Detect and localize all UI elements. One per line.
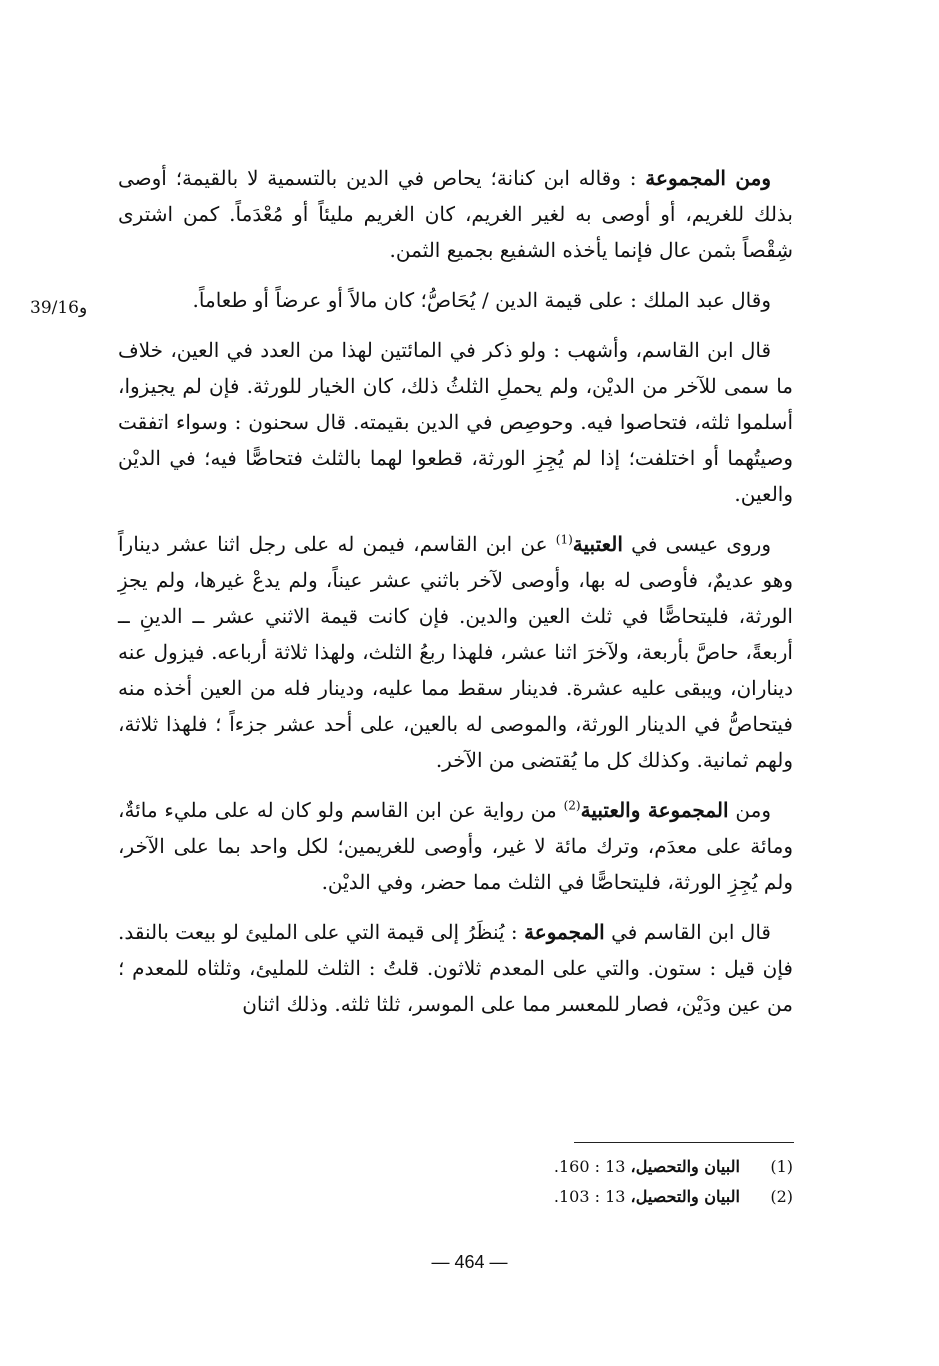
- paragraph-3: [118, 332, 793, 512]
- paragraph-text: : يُنظَرُ إلى قيمة التي على المليئ لو بيعت بالنقد. فإن قيل : ستون. والتي على المعدم ثلاثون. قلتُ : الثلث للمليئ، وثلثاه للمعدم ؛ من عين ودَيْن، فصار للمعسر مما على الموسر، ثلثا ثلثه. وذلك اثنان: [118, 920, 793, 1016]
- paragraph-2: [118, 282, 793, 318]
- paragraph-5: [118, 792, 793, 900]
- paragraph-4: [118, 526, 793, 778]
- footnote-number: (2): [770, 1187, 793, 1206]
- source-title: المجموعة والعتبية: [580, 798, 729, 822]
- paragraph-6: [118, 914, 793, 1022]
- page-number: — 464 —: [431, 1252, 508, 1272]
- source-title: العتبية: [572, 532, 623, 556]
- footnote-reference[interactable]: (1): [555, 532, 573, 547]
- paragraph-prefix: ومن: [728, 798, 772, 822]
- source-title: المجموعة: [524, 920, 605, 944]
- paragraph-1: [118, 160, 793, 268]
- footnote-ref: 13 : 103.: [553, 1187, 631, 1206]
- footnote-reference[interactable]: (2): [563, 798, 581, 813]
- source-title: ومن المجموعة: [645, 166, 771, 190]
- footnotes: [118, 1152, 793, 1212]
- footnote-number: (1): [770, 1157, 793, 1176]
- footnote-divider: [574, 1142, 794, 1143]
- main-text: [118, 160, 793, 1022]
- paragraph-text: من رواية عن ابن القاسم ولو كان له على مليء مائةٌ، ومائة على معدَم، وترك مائة لا غير، وأوصى للغريمين؛ لكل واحد بما على الآخر، ولم يُجِزِ الورثة، فليتحاصًّا في الثلث مما حضر، وفي الديْن.: [118, 798, 793, 894]
- footnote-source: البيان والتحصيل،: [630, 1187, 740, 1206]
- footnote-ref: 13 : 160.: [553, 1157, 631, 1176]
- paragraph-text: وقال عبد الملك : على قيمة الدين / يُحَاصُّ؛ كان مالاً أو عرضاً أو طعاماً.: [192, 288, 771, 312]
- paragraph-prefix: قال ابن القاسم في: [604, 920, 771, 944]
- paragraph-text: قال ابن القاسم، وأشهب : ولو ذكر في المائتين لهذا من العدد في العين، خلاف ما سمى للآخر من الديْن، ولم يحملِ الثلثُ ذلك، كان الخيار للورثة. فإن لم يجيزوا، أسلموا ثلثه، فتحاصوا فيه. وحوصِص في الدين بقيمته. قال سحنون : وسواء اتفقت وصيتُهما أو اختلفت؛ إذا لم يُجِزِ الورثة، قطعوا لهما بالثلث فتحاصًّا فيه؛ في الديْن والعين.: [118, 338, 793, 506]
- paragraph-prefix: وروى عيسى في: [622, 532, 771, 556]
- paragraph-text: عن ابن القاسم، فيمن له على رجل اثنا عشر ديناراً وهو عديمٌ، فأوصى له بها، وأوصى لآخر باثني عشر عيناً، ولم يدعْ غيرها، ولم يجزِ الورثة، فليتحاصًّا في ثلث العين والدين. فإن كانت قيمة الاثني عشر ــ الدينِ ــ أربعةً، حاصَّ بأربعة، ولآخرَ اثنا عشر، فلهذا ربعُ الثلث، ولهذا ثلاثة أرباعه. فيزول عنه ديناران، ويبقى عليه عشرة. فدينار سقط مما عليه، ودينار فله من العين أخذه منه فيتحاصُّ في الدينار الورثة، والموصى له بالعين، على أحد عشر جزءاً ؛ فلهذا ثلاثة، ولهم ثمانية. وكذلك كل ما يُقتضى من الآخر.: [118, 532, 793, 772]
- footnote-source: البيان والتحصيل،: [630, 1157, 740, 1176]
- margin-folio-note: 39/16و: [30, 298, 88, 318]
- footnote-1: [118, 1152, 793, 1182]
- footnote-2: [118, 1182, 793, 1212]
- paragraph-text: : وقاله ابن كنانة؛ يحاص في الدين بالتسمية لا بالقيمة؛ أوصى بذلك للغريم، أو أوصى به لغير الغريم، كان الغريم مليئاً أو مُعْدَماً. كمن اشترى شِقْصاً بثمن عال فإنما يأخذه الشفيع بجميع الثمن.: [118, 166, 793, 262]
